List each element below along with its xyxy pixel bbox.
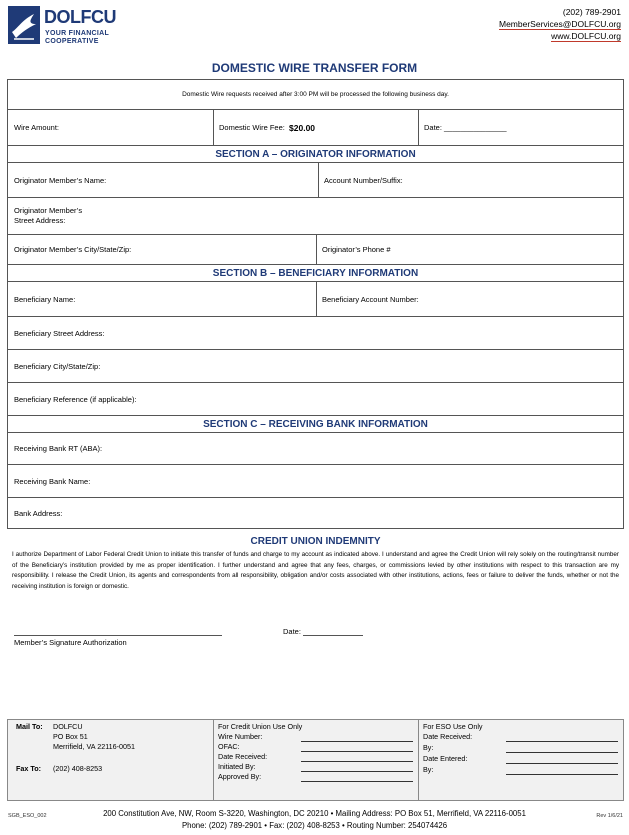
eso-date-received-label: Date Received: [423,732,473,741]
eso-date-entered-line[interactable] [506,763,618,764]
eso-by-line[interactable] [506,774,618,775]
signature-label: Member’s Signature Authorization [14,638,127,647]
bank-name-field[interactable] [8,465,623,497]
bank-name-row [8,465,623,498]
contact-email[interactable]: MemberServices@DOLFCU.org [499,19,621,29]
logo-name: DOLFCU [44,7,116,27]
cu-ofac-label: OFAC: [218,742,240,751]
beneficiary-name-label: Beneficiary Name: [14,294,76,304]
originator-street-row [8,198,623,235]
signature-date-line[interactable] [303,635,363,636]
eso-by-label: By: [423,765,434,774]
cu-initiated-by-line[interactable] [301,771,413,772]
fax-to-label: Fax To: [16,764,42,773]
beneficiary-account-field[interactable] [316,282,623,316]
eso-date-received-line[interactable] [506,741,618,742]
wire-amount-label: Wire Amount: [14,123,60,132]
wire-fee-label: Domestic Wire Fee: [219,123,285,132]
form-title: DOMESTIC WIRE TRANSFER FORM [211,61,418,75]
bank-name-label: Receiving Bank Name: [14,476,91,486]
indemnity-text: I authorize Department of Labor Federal Credit Union to initiate this transfer of funds and charge to my account as indicated above. I understand and agree the Credit Union will rely solely on the routing/transit number of the Beneficiary’s institution provided by me as proper identification. I further understand and agree that any fees, charges, or commissions levied by other institutions with respect to this transaction are my responsibility. I release the Credit Union, its agents and correspondents from all responsibility, obligation and/or costs associated with other institutions, actions, fees or failure to deliver the funds, whether or not the receiving institution is foreign or domestic. [12,551,619,590]
originator-street-field[interactable] [8,198,623,234]
beneficiary-street-label: Beneficiary Street Address: [14,328,105,338]
wire-fee-value: $20.00 [289,122,316,133]
bank-address-field[interactable] [8,498,623,528]
bank-address-row [8,498,623,529]
signature-line[interactable] [14,635,222,636]
wire-amount-field[interactable] [8,110,213,145]
beneficiary-reference-row [8,383,623,416]
originator-name-row [8,163,623,198]
section-a-title: SECTION A – ORIGINATOR INFORMATION [8,146,623,163]
notice-row [8,80,623,110]
originator-city-field[interactable] [8,235,316,264]
contact-line: Phone: (202) 789-2901 • Fax: (202) 408-8253 • Routing Number: 254074426 [181,821,448,830]
wire-fee-field [213,110,418,145]
beneficiary-street-field[interactable] [8,317,623,349]
eso-date-entered-label: Date Entered: [423,754,468,763]
bank-rt-field[interactable] [8,433,623,464]
originator-city-label: Originator Member’s City/State/Zip: [14,245,132,254]
cu-approved-by-label: Approved By: [218,772,262,781]
cu-ofac-line[interactable] [301,751,413,752]
bank-address-label: Bank Address: [14,508,63,518]
dolfcu-logo [8,6,116,46]
signature-date-label: Date: [283,627,301,636]
originator-city-row [8,235,623,265]
form-revision: Rev 1/6/21 [596,813,623,819]
originator-account-label: Account Number/Suffix: [324,175,403,185]
office-use-box [7,719,624,801]
contact-info [499,6,621,42]
address-line: 200 Constitution Ave, NW, Room S-3220, Washington, DC 20210 • Mailing Address: PO Box 51, Merrifield, VA 22116-0051 [103,809,526,818]
beneficiary-city-row [8,350,623,383]
cu-use-panel [213,720,418,800]
wire-form-table [7,79,624,529]
originator-phone-label: Originator’s Phone # [322,245,391,254]
cu-date-received-label: Date Received: [218,752,268,761]
originator-phone-field[interactable] [316,235,623,264]
bank-rt-label: Receiving Bank RT (ABA): [14,444,103,453]
eso-use-title: For ESO Use Only [423,722,483,731]
originator-name-field[interactable] [8,163,318,197]
mail-to-label: Mail To: [16,722,43,731]
indemnity-title: CREDIT UNION INDEMNITY [250,536,381,547]
fax-number: (202) 408-8253 [53,764,103,773]
eso-by-line[interactable] [506,752,618,753]
beneficiary-account-label: Beneficiary Account Number: [322,294,419,304]
eso-by-label: By: [423,743,434,752]
mailing-info [8,720,213,800]
logo-tagline: YOUR FINANCIAL [45,30,110,37]
wire-date-label: Date: _______________ [424,123,507,132]
wire-date-field[interactable] [418,110,623,145]
cu-initiated-by-label: Initiated By: [218,762,256,771]
beneficiary-reference-field[interactable] [8,383,623,415]
eso-use-panel [418,720,623,800]
mail-city: Merrifield, VA 22116-0051 [53,742,136,751]
eagle-logo-icon [8,6,40,44]
logo-tagline: COOPERATIVE [45,38,99,45]
originator-name-label: Originator Member’s Name: [14,175,107,185]
cu-date-received-line[interactable] [301,761,413,762]
beneficiary-name-row [8,282,623,317]
cu-wire-number-label: Wire Number: [218,732,263,741]
beneficiary-city-field[interactable] [8,350,623,382]
cu-use-title: For Credit Union Use Only [218,722,303,731]
beneficiary-street-row [8,317,623,350]
contact-website[interactable]: www.DOLFCU.org [551,31,621,41]
originator-street-label: Street Address: [14,216,66,225]
originator-account-field[interactable] [318,163,623,197]
cu-approved-by-line[interactable] [301,781,413,782]
cu-wire-number-line[interactable] [301,741,413,742]
section-b-title: SECTION B – BENEFICIARY INFORMATION [8,265,623,282]
indemnity-section [7,535,624,592]
section-c-title: SECTION C – RECEIVING BANK INFORMATION [8,416,623,433]
contact-phone: (202) 789-2901 [562,7,621,17]
beneficiary-city-label: Beneficiary City/State/Zip: [14,361,101,371]
originator-street-label: Originator Member’s [14,206,83,215]
beneficiary-name-field[interactable] [8,282,316,316]
wire-details-row [8,110,623,146]
form-code: SGB_ESO_002 [8,813,47,819]
mail-po-box: PO Box 51 [53,732,88,741]
beneficiary-reference-label: Beneficiary Reference (if applicable): [14,394,137,404]
bank-rt-row [8,433,623,465]
mail-name: DOLFCU [53,722,83,731]
processing-notice: Domestic Wire requests received after 3:00 PM will be processed the following business day. [182,91,449,98]
